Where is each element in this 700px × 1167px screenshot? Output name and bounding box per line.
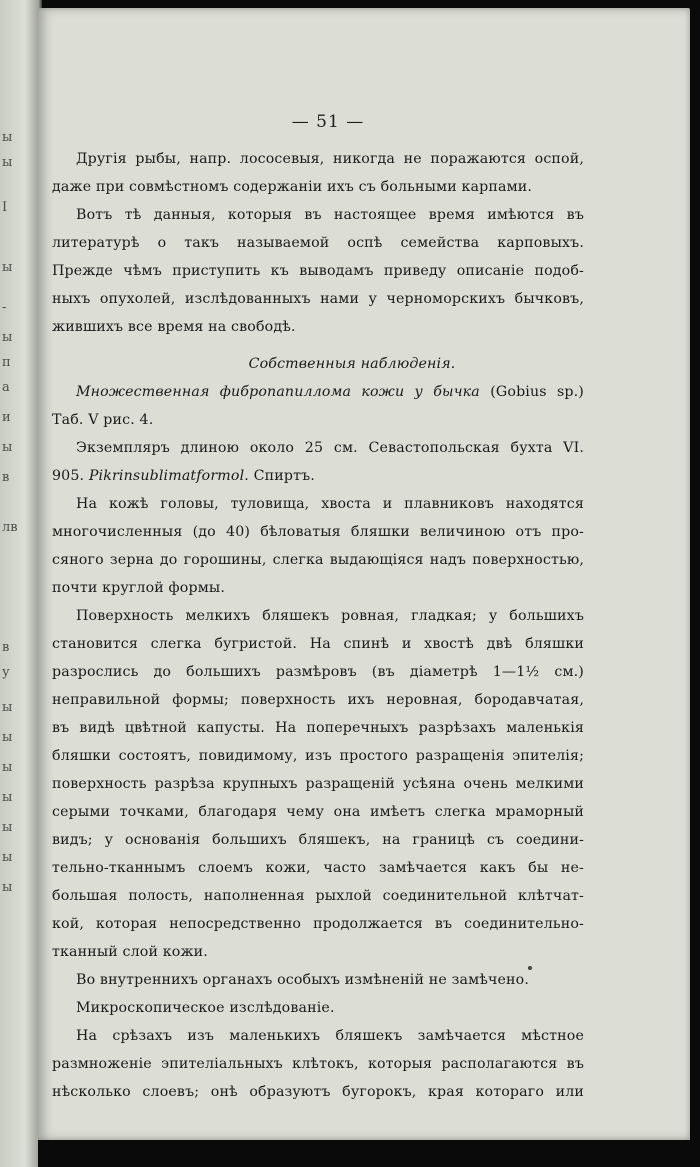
text-line: бляшки состоятъ, повидимому, изъ простого разращенія эпителія; xyxy=(52,748,584,764)
text-line: размноженіе эпителіальныхъ клѣтокъ, которыя располагаются въ xyxy=(52,1056,584,1072)
text-line: Экземпляръ длиною около 25 см. Севастопольская бухта VI. xyxy=(76,440,584,456)
previous-page-text: ы xyxy=(2,760,13,775)
species-name: (Gobius sp.) xyxy=(479,384,584,400)
previous-page-text: ы xyxy=(2,700,13,715)
previous-page-text: в xyxy=(2,470,10,485)
section-heading: Собственныя наблюденія. xyxy=(248,356,456,372)
text-line: въ видѣ цвѣтной капусты. На поперечныхъ разрѣзахъ маленькія xyxy=(52,720,584,736)
text-line: видъ; у основанія большихъ бляшекъ, на границѣ съ соедини- xyxy=(52,832,584,848)
text-line: На кожѣ головы, туловища, хвоста и плавниковъ находятся xyxy=(76,496,584,512)
previous-page-text: ы xyxy=(2,790,13,805)
previous-page-text: у xyxy=(2,665,10,680)
text-line: На срѣзахъ изъ маленькихъ бляшекъ замѣчается мѣстное xyxy=(76,1028,584,1044)
text-line: Другія рыбы, напр. лососевыя, никогда не поражаются оспой, xyxy=(76,151,584,167)
text-line xyxy=(52,467,584,485)
italic-title: Множественная фибропапиллома кожи у бычка xyxy=(76,384,480,400)
text-line: тельно-тканнымъ слоемъ кожи, часто замѣчается какъ бы не- xyxy=(52,860,584,876)
text-line: литературѣ о такъ называемой оспѣ семейства карповыхъ. xyxy=(52,235,584,251)
page-number: — 51 — xyxy=(291,112,365,132)
text-line: тканный слой кожи. xyxy=(52,944,208,960)
printer-mark xyxy=(528,966,532,970)
text-line xyxy=(76,383,584,401)
text-fragment: 905. xyxy=(52,468,89,484)
text-line: Микроскопическое изслѣдованіе. xyxy=(76,1000,335,1016)
text-line: неправильной формы; поверхность ихъ неровная, бородавчатая, xyxy=(52,692,584,708)
text-line: нѣсколько слоевъ; онѣ образуютъ бугорокъ, края котораго или xyxy=(52,1084,584,1100)
text-line: почти круглой формы. xyxy=(52,580,226,596)
previous-page-text: ы xyxy=(2,730,13,745)
fixative-name: Pikrinsublimatformol. xyxy=(88,468,254,484)
previous-page-edge xyxy=(0,0,42,1167)
previous-page-text: ы xyxy=(2,130,13,145)
text-line: сяного зерна до горошины, слегка выдающіяся надъ поверхностью, xyxy=(52,552,584,568)
text-line: жившихъ все время на свободѣ. xyxy=(52,319,296,335)
text-line: Таб. V рис. 4. xyxy=(52,412,154,428)
text-line: серыми точками, благодаря чему она имѣетъ слегка мраморный xyxy=(52,804,584,820)
previous-page-text: ы xyxy=(2,820,13,835)
book-page xyxy=(38,8,690,1140)
previous-page-text: - xyxy=(2,300,7,315)
text-line: кой, которая непосредственно продолжается въ соединительно- xyxy=(52,916,584,932)
previous-page-text: в xyxy=(2,640,10,655)
previous-page-text: п xyxy=(2,355,11,370)
previous-page-text: ы xyxy=(2,850,13,865)
previous-page-text: I xyxy=(2,200,8,215)
text-line: многочисленныя (до 40) бѣловатыя бляшки величиною отъ про- xyxy=(52,524,584,540)
previous-page-text: ы xyxy=(2,330,13,345)
previous-page-text: а xyxy=(2,380,10,395)
text-line: Вотъ тѣ данныя, которыя въ настоящее время имѣются въ xyxy=(76,207,584,223)
text-line: Поверхность мелкихъ бляшекъ ровная, гладкая; у большихъ xyxy=(76,608,584,624)
previous-page-text: и xyxy=(2,410,11,425)
text-line: становится слегка бугристой. На спинѣ и хвостѣ двѣ бляшки xyxy=(52,636,584,652)
text-line: ныхъ опухолей, изслѣдованныхъ нами у черноморскихъ бычковъ, xyxy=(52,291,584,307)
previous-page-text: ы xyxy=(2,260,13,275)
previous-page-text: лв xyxy=(2,520,18,535)
text-line: Прежде чѣмъ приступить къ выводамъ приведу описаніе подоб- xyxy=(52,263,584,279)
text-fragment: Спиртъ. xyxy=(253,468,315,484)
text-line: поверхность разрѣза крупныхъ разращеній усѣяна очень мелкими xyxy=(52,776,584,792)
text-line: разрослись до большихъ размѣровъ (въ діаметрѣ 1—1½ см.) xyxy=(52,664,584,680)
previous-page-text: ы xyxy=(2,155,13,170)
previous-page-text: ы xyxy=(2,440,13,455)
text-line: большая полость, наполненная рыхлой соединительной клѣтчат- xyxy=(52,888,584,904)
bottom-shadow xyxy=(38,1140,700,1167)
previous-page-text: ы xyxy=(2,880,13,895)
text-line: Во внутреннихъ органахъ особыхъ измѣненій не замѣчено. xyxy=(76,972,529,988)
text-line: даже при совмѣстномъ содержаніи ихъ съ больными карпами. xyxy=(52,179,533,195)
